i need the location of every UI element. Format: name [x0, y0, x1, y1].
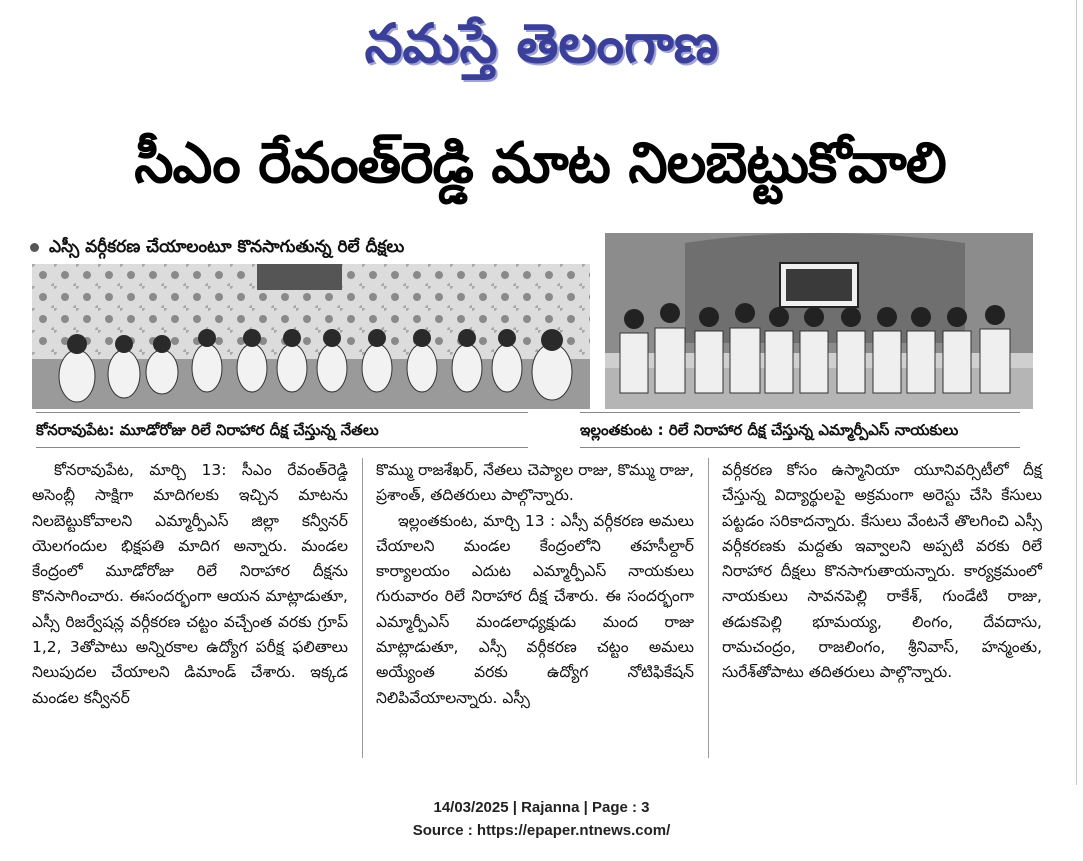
footer-source: Source : https://epaper.ntnews.com/	[412, 822, 671, 839]
photo-illanthakunta-image	[605, 233, 1033, 409]
column-divider	[708, 458, 709, 758]
article-column-3	[722, 458, 1042, 686]
paragraph-illanthakunta-continued: వర్గీకరణ కోసం ఉస్మానియా యూనివర్సిటీలో దీక్ష చేస్తున్న విద్యార్థులపై అక్రమంగా అరెస్టు చేసి కేసులు పట్టడం సరికాదన్నారు. కేసులు వేంటనే తొలగించి ఎస్సీ వర్గీకరణకు మద్దతు ఇవ్వాలని అప్పటి వరకు రిలే నిరాహార దీక్షలు కొనసాగుతాయన్నారు. కార్యక్రమంలో నాయకులు సావనపెల్లి రాకేశ్, గుండేటి రాజు, తడుకపెల్లి భూమయ్య, లింగం, దేవదాసు, రామచంద్రం, రాజలింగం, శ్రీనివాస్, హన్మంతు, సురేశ్‌తోపాటు తదితరులు పాల్గొన్నారు.	[722, 461, 1042, 682]
photo-caption-left: కోనరావుపేట: మూడోరోజు రిలే నిరాహార దీక్ష చేస్తున్న నేతలు	[36, 412, 528, 448]
photo-protest-illanthakunta	[605, 233, 1033, 409]
article-subhead	[30, 233, 590, 261]
page-border	[1076, 0, 1077, 785]
article-headline: సీఎం రేవంత్‌రెడ్డి మాట నిలబెట్టుకోవాలి	[134, 131, 946, 196]
paragraph-illanthakunta: ఇల్లంతకుంట, మార్చి 13 : ఎస్సీ వర్గీకరణ అమలు చేయాలని మండల కేంద్రంలోని తహసీల్దార్ కార్యాలయం ఎదుట ఎమ్మార్పీఎస్ నాయకులు గురువారం రిలే నిరాహార దీక్ష చేశారు. ఈ సందర్భంగా ఎమ్మార్పీఎస్ మండలాధ్యక్షుడు మంద రాజు మాట్లాడుతూ, ఎస్సీ వర్గీకరణ చట్టం అమలు అయ్యేంత వరకు ఉద్యోగ నోటిఫికేషన్ నిలిపివేయాలన్నారు. ఎస్సీ	[376, 511, 694, 707]
column-divider	[362, 458, 363, 758]
paragraph-konaraopet-continued: కొమ్ము రాజశేఖర్, నేతలు చెప్యాల రాజు, కొమ్ము రాజు, ప్రశాంత్, తదితరులు పాల్గొన్నారు.	[376, 461, 694, 505]
photo-protest-konaraopet	[32, 264, 590, 409]
bullet-icon	[30, 243, 39, 252]
masthead-logo: నమస్తే తెలంగాణ	[364, 12, 719, 75]
paragraph-konaraopet: కోనరావుపేట, మార్చి 13: సీఎం రేవంత్‌రెడ్డి అసెంబ్లీ సాక్షిగా మాదిగలకు ఇచ్చిన మాటను నిలబెట్టుకోవాలని ఎమ్మార్పీఎస్ జిల్లా కన్వీనర్ యెలగందుల భిక్షపతి మాదిగ అన్నారు. మండల కేంద్రంలో మూడోరోజు రిలే నిరాహార దీక్షను కొనసాగించారు. ఈసందర్భంగా ఆయన మాట్లాడుతూ, ఎస్సీ రిజర్వేషన్ల వర్గీకరణ చట్టం వచ్చేంత వరకు గ్రూప్ 1,2, 3తోపాటు అన్నిరకాల ఉద్యోగ పరీక్ష ఫలితాలు నిలుపుదల చేయాలని డిమాండ్ చేశారు. ఇక్కడ మండల కన్వీనర్	[32, 461, 348, 707]
footer-date-page: 14/03/2025 | Rajanna | Page : 3	[433, 799, 650, 816]
article-column-1	[32, 458, 348, 711]
subhead-text: ఎస్సీ వర్గీకరణ చేయాలంటూ కొనసాగుతున్న రిలే దీక్షలు	[49, 237, 405, 257]
article-column-2	[376, 458, 694, 711]
photo-caption-right: ఇల్లంతకుంట : రిలే నిరాహార దీక్ష చేస్తున్న ఎమ్మార్పీఎస్ నాయకులు	[580, 412, 1020, 448]
photo-konaraopet-image	[32, 264, 590, 409]
